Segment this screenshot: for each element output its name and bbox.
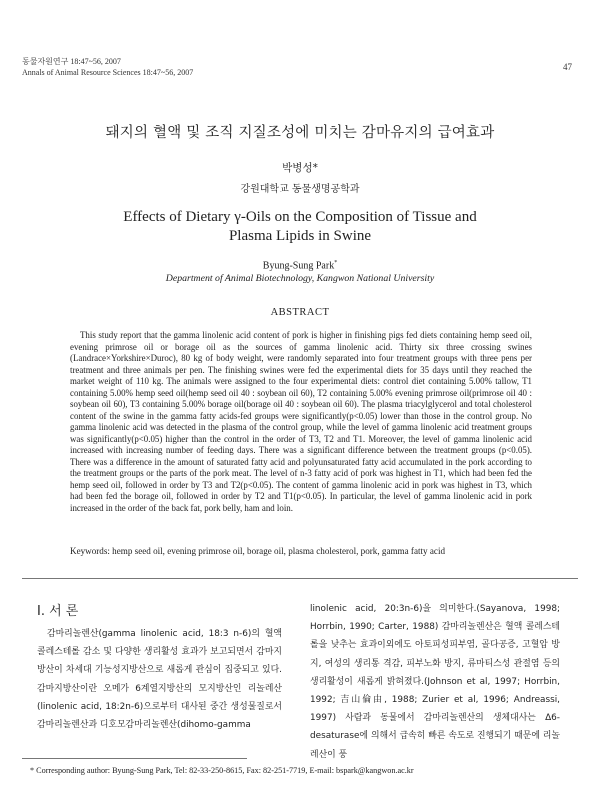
footnote: * Corresponding author: Byung-Sung Park, Tel: 82-33-250-8615, Fax: 82-251-7719, E-mail: bspark@kangwon.ac.kr bbox=[30, 766, 414, 775]
title-english-line1: Effects of Dietary γ-Oils on the Composition of Tissue and bbox=[123, 209, 477, 225]
author-mark: * bbox=[334, 260, 338, 266]
page-number: 47 bbox=[563, 62, 572, 72]
body-column-left: 감마리놀렌산(gamma linolenic acid, 18:3 n-6)의 혈액 콜레스테롤 감소 및 다양한 생리활성 효과가 보고되면서 감마지방산이 차세대 기능성지방산으로 새롭게 관심이 집중되고 있다. 감마지방산이란 오메가 6계열지방산의 모지방산인 리놀레산(linolenic acid, 18:2n-6)으로부터 대사된 중간 생성물질로서 감마리놀렌산과 디호모감마리놀렌산(dihomo-gamma bbox=[37, 629, 282, 731]
abstract-text: This study report that the gamma linolenic acid content of pork is higher in finishing pigs fed diets containing hemp seed oil, evening primrose oil or borage oil as the sources of gamma linolenic acid. Thirty six three crossing swines (Landrace×Yorkshire×Duroc), 80 kg of body weight, were randomly separated into four treatment groups with three pens per treatment and three animals per pen. The finishing swines were fed the experimental diets for 35 days until they reached the market weight of 110 kg. The animals were assigned to the four experimental diets: control diet containing 5.00% tallow, T1 containing 5.00% hemp seed oil(hemp seed oil 40 : soybean oil 60), T2 containing 5.00% evening primrose oil(primrose oil 40 : soybean oil 60), T3 containing 5.00% borage oil(borage oil 40 : soybean oil 60). The plasma triacylglycerol and total cholesterol content of the swine in the gamma fatty acids-fed groups were significantly(p<0.05) lower than those in the control group. No gamma linolenic acid was detected in the plasma of the control group, while the level of gamma linolenic acid treatment groups was significantly(p<0.05) higher than the control in the order of T3, T2 and T1. Moreover, the level of gamma linolenic acid increased with increasing number of feeding days. There was a significant difference between the treatment groups (p<0.05). There was a difference in the amount of saturated fatty acid and polyunsaturated fatty acid accumulated in the pork according to the treatment groups or the parts of the pork meat. The level of n-3 fatty acid of pork was highest in T1, which had been fed the hemp seed oil, followed in order by T3 and T2(p<0.05). The content of gamma linolenic acid in pork was highest in T3, which had been fed the borage oil, followed in order by T2 and T1(p<0.05). In particular, the level of gamma linolenic acid in pork increased in the order of the back fat, pork belly, ham and loin. bbox=[70, 330, 532, 513]
affiliation-english: Department of Animal Biotechnology, Kangwon National University bbox=[165, 273, 435, 284]
title-english-line2: Plasma Lipids in Swine bbox=[228, 228, 372, 244]
author-english bbox=[0, 260, 600, 271]
keywords: Keywords: hemp seed oil, evening primrose oil, borage oil, plasma cholesterol, pork, gamma fatty acid bbox=[70, 546, 446, 556]
title-english bbox=[0, 208, 600, 246]
journal-citation-en: Annals of Animal Resource Sciences 18:47~56, 2007 bbox=[22, 68, 194, 77]
body-column-right: linolenic acid, 20:3n-6)을 의미한다.(Sayanova, 1998; Horrbin, 1990; Carter, 1988) 감마리놀렌산은 혈액 콜레스테롤을 낮추는 효과이외에도 아토피성피부염, 골다공증, 고혈압 방지, 여성의 생리통 격감, 피부노화 방지, 류마티스성 관절염 등의 생리활성이 새롭게 밝혀졌다.(Johnson et al, 1997; Horrbin, 1992; 吉山倫由, 1988; Zurier et al, 1996; Andreassi, 1997) 사람과 동물에서 감마리놀렌산의 생체대사는 Δ6-desaturase에 의해서 급속히 빠른 속도로 진행되기 때문에 리놀레산이 풍 bbox=[310, 604, 560, 760]
section-divider bbox=[22, 578, 578, 579]
section-heading: Ⅰ. 서 론 bbox=[37, 604, 79, 619]
author-korean: 박병성* bbox=[282, 162, 318, 174]
affiliation-korean: 강원대학교 동물생명공학과 bbox=[240, 184, 360, 195]
footnote-divider bbox=[22, 758, 247, 759]
journal-citation-kr: 동물자원연구 18:47~56, 2007 bbox=[22, 57, 121, 66]
journal-header bbox=[22, 56, 193, 78]
abstract-heading: ABSTRACT bbox=[270, 307, 330, 318]
author-english-name: Byung-Sung Park bbox=[262, 260, 335, 272]
title-korean: 돼지의 혈액 및 조직 지질조성에 미치는 감마유지의 급여효과 bbox=[105, 125, 495, 141]
